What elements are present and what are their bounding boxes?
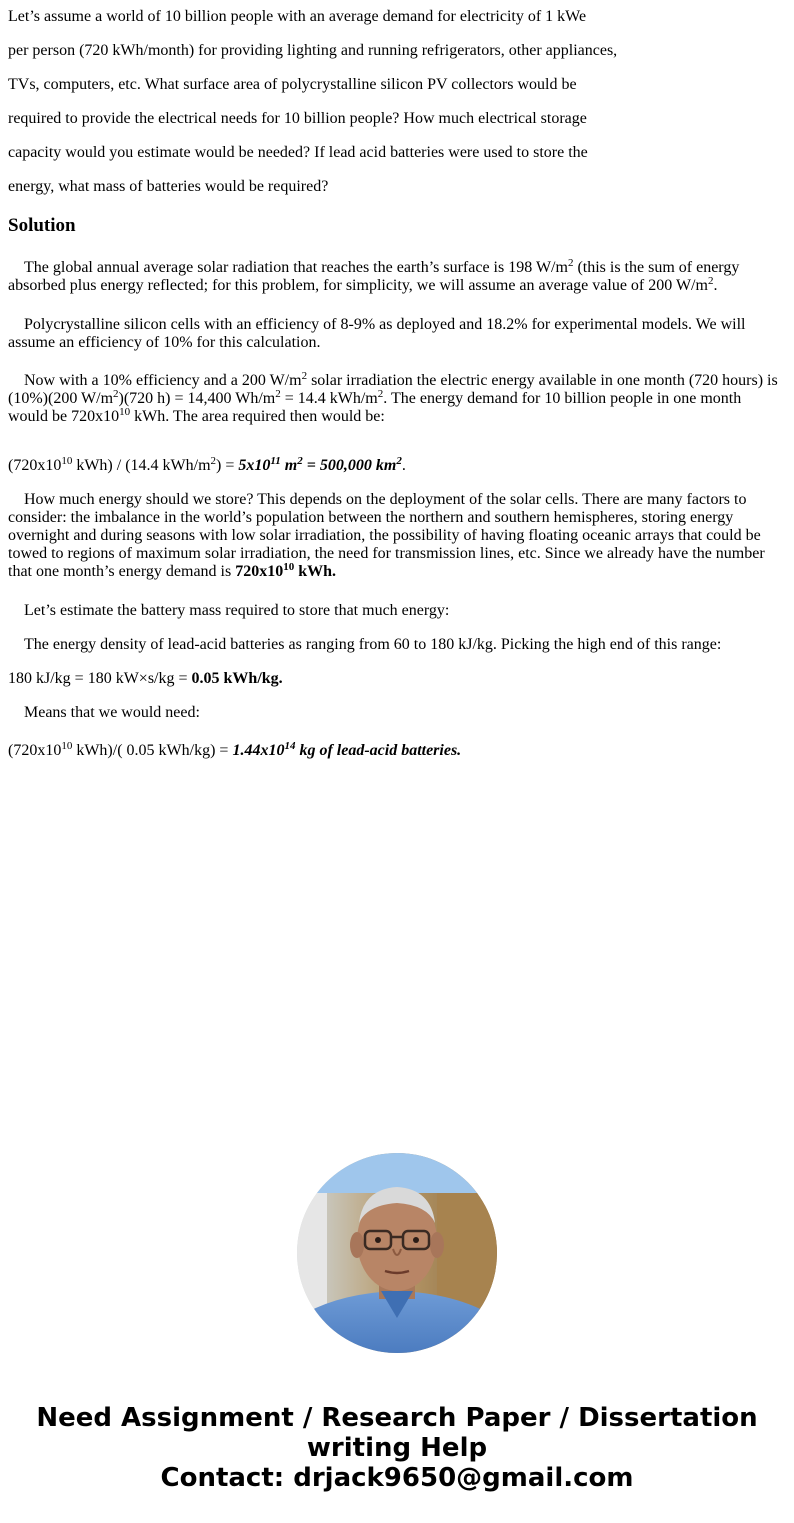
question-line: capacity would you estimate would be needed? If lead acid batteries were used to store the <box>8 144 588 161</box>
solution-paragraph-efficiency: Polycrystalline silicon cells with an efficiency of 8-9% as deployed and 18.2% for experimental models. We will assume an efficiency of 10% for this calculation. <box>8 316 746 351</box>
question-line: TVs, computers, etc. What surface area of polycrystalline silicon PV collectors would be <box>8 76 577 93</box>
question-line: required to provide the electrical needs for 10 billion people? How much electrical storage <box>8 110 587 127</box>
solution-paragraph-energy: Now with a 10% efficiency and a 200 $W/m^2$ solar irradiation the electric energy available in one month (720 hours) is (10%)(200 $W/m^2)(720$ h) = 14,400 $Wh/m^2 = 14.4$ kWh/$m^2$. The energy demand for 10 billion people in one month would be $720x10^{10}$ kWh. The area required then would be: <box>8 370 778 425</box>
solution-paragraph-radiation: The global annual average solar radiation that reaches the earth’s surface is 198 $W/m^2$ (this is the sum of energy absorbed plus energy reflected; for this problem, for simplicity, we will assume an average value of 200 $W/m^2$. <box>8 257 740 294</box>
question-line: Let’s assume a world of 10 billion people with an average demand for electricity of 1 kWe <box>8 8 587 25</box>
solution-paragraph-storage: How much energy should we store? This depends on the deployment of the solar cells. There are many factors to consider: the imbalance in the world’s population between the northern and southern hemispheres, storing energy overnight and during seasons with low solar irradiation, the possibility of having floating oceanic arrays that could be towed to regions of maximum solar irradiation, the need for transmission lines, etc. Since we already have the number that one month’s energy demand is $720x10^{10}$ kWh. <box>8 491 765 580</box>
solution-paragraph-battery-estimate: Let’s estimate the battery mass required to store that much energy: <box>24 602 450 619</box>
area-result: $5x10^{11}$ $m^2 = 500,000$ $km^2$ <box>238 455 402 474</box>
solution-paragraph-energy-density: The energy density of lead-acid batteries as ranging from 60 to 180 kJ/kg. Picking the high end of this range: <box>24 636 722 653</box>
footer-promo <box>0 1403 794 1493</box>
solution-heading: Solution <box>8 215 76 236</box>
solution-paragraph-need: Means that we would need: <box>24 704 200 721</box>
equation-energy-density: 180 kJ/kg = 180 kW×s/kg = 0.05 kWh/kg. <box>8 670 283 687</box>
footer-line: Need Assignment / Research Paper / Dissertation <box>36 1403 758 1433</box>
equation-area: ($720x10^{10}$ kWh) / (14.4 kWh/$m^2) = 5x10^{11}$ $m^2 = 500,000$ $km^2$. <box>8 455 406 474</box>
author-photo <box>297 1153 497 1353</box>
question-line: per person (720 kWh/month) for providing lighting and running refrigerators, other appliances, <box>8 42 618 59</box>
footer-contact: Contact: drjack9650@gmail.com <box>160 1463 634 1493</box>
equation-battery-mass: ($720x10^{10}$ kWh)/( 0.05 $kWh/kg) = 1.44x10^{14}$ kg of lead-acid batteries. <box>8 740 462 759</box>
monthly-demand-value: $720x10^{10}$ kWh. <box>235 561 337 580</box>
footer-line: writing Help <box>306 1433 488 1463</box>
battery-mass-result: $1.44x10^{14}$ kg of lead-acid batteries. <box>232 740 462 759</box>
question-line: energy, what mass of batteries would be required? <box>8 178 329 195</box>
